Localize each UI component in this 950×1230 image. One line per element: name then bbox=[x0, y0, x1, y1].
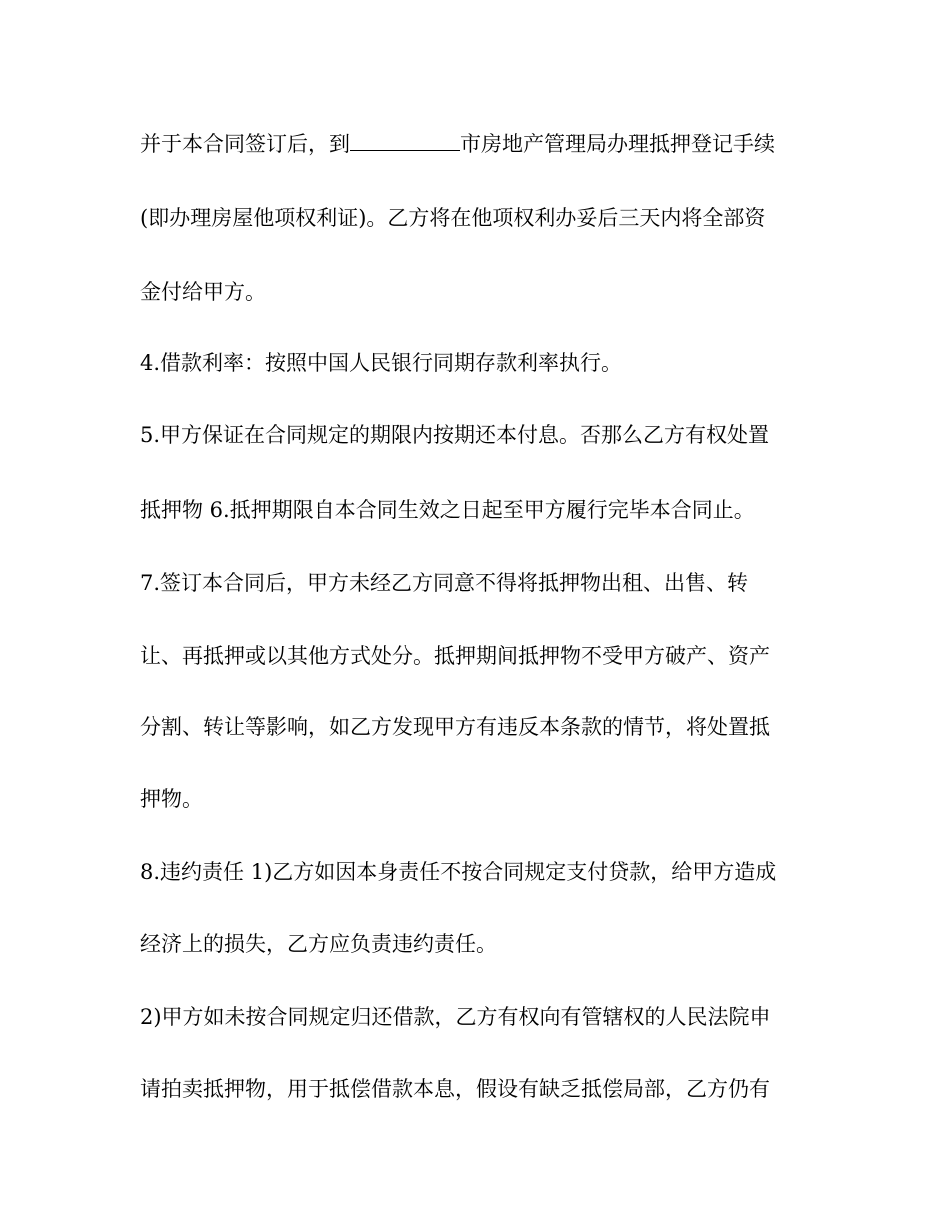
text-line: 让、再抵押或以其他方式处分。抵押期间抵押物不受甲方破产、资产 bbox=[140, 644, 770, 668]
text-line: 7.签订本合同后，甲方未经乙方同意不得将抵押物出租、出售、转 bbox=[140, 571, 749, 595]
text-line: 2)甲方如未按合同规定归还借款，乙方有权向有管辖权的人民法院申 bbox=[140, 1005, 771, 1029]
text-line: 4.借款利率：按照中国人民银行同期存款利率执行。 bbox=[140, 351, 623, 375]
text-fragment: 并于本合同签订后，到 bbox=[140, 132, 350, 156]
text-line: 经济上的损失，乙方应负责违约责任。 bbox=[140, 932, 497, 956]
text-line: 分割、转让等影响，如乙方发现甲方有违反本条款的情节，将处置抵 bbox=[140, 715, 770, 739]
fill-in-blank bbox=[350, 132, 460, 151]
text-line: 8.违约责任 1)乙方如因本身责任不按合同规定支付贷款，给甲方造成 bbox=[140, 860, 777, 884]
text-fragment: 市房地产管理局办理抵押登记手续 bbox=[460, 132, 775, 156]
text-line: 5.甲方保证在合同规定的期限内按期还本付息。否那么乙方有权处置 bbox=[140, 423, 770, 447]
text-line bbox=[140, 131, 775, 157]
text-line: 抵押物 6.抵押期限自本合同生效之日起至甲方履行完毕本合同止。 bbox=[140, 498, 755, 522]
text-line: (即办理房屋他项权利证)。乙方将在他项权利办妥后三天内将全部资 bbox=[140, 206, 766, 230]
text-line: 金付给甲方。 bbox=[140, 280, 266, 304]
text-line: 请拍卖抵押物，用于抵偿借款本息，假设有缺乏抵偿局部，乙方仍有 bbox=[140, 1077, 770, 1101]
text-line: 押物。 bbox=[140, 787, 203, 811]
